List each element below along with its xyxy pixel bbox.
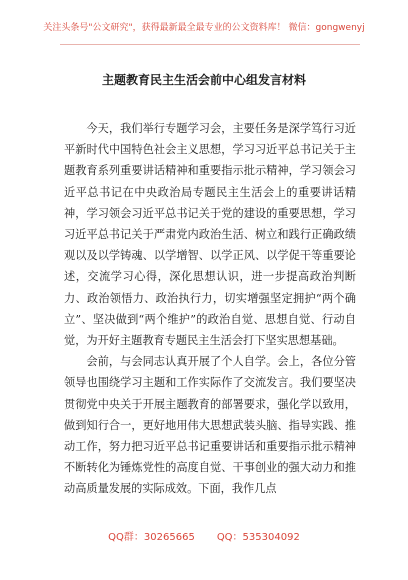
header-banner: 关注头条号"公文研究"，获得最新最全最专业的公文资料库！ 微信：gongwenyj (43, 23, 365, 33)
footer-qq-group: QQ群：30265665 (108, 532, 195, 543)
paragraph-1: 今天，我们举行专题学习会，主要任务是深学笃行习近平新时代中国特色社会主义思想，学习习近平总书记关于主题教育系列重要讲话精神和重要指示批示精神，学习领会习近平总书记在中央政治局专题民主生活会上的重要讲话精神，学习领会习近平总书记关于党的建设的重要思想，学习习近平总书记关于严肃党内政治生活、树立和践行正确政绩观以及以学铸魂、以学增智、以学正风、以学促干等重要论述，交流学习心得，深化思想认识，进一步提高政治判断力、政治领悟力、政治执行力，切实增强坚定拥护“两个确立”、坚决做到“两个维护”的政治自觉、思想自觉、行动自觉，为开好主题教育专题民主生活会打下坚实思想基础。 (64, 122, 356, 348)
paragraph-2: 会前，与会同志认真开展了个人自学。会上，各位分管领导也围绕学习主题和工作实际作了交流发言。我们要坚决贯彻党中央关于开展主题教育的部署要求，强化学以致用，做到知行合一，更好地用伟大思想武装头脑、指导实践、推动工作，努力把习近平总书记重要讲话和重要指示批示精神不断转化为锤炼党性的高度自觉、干事创业的强大动力和推动高质量发展的实际成效。下面，我作几点 (64, 355, 356, 496)
document-body (64, 118, 356, 500)
footer-contact (0, 531, 408, 544)
footer-qq: QQ：535304092 (216, 532, 300, 543)
header-divider (60, 44, 360, 45)
document-title: 主题教育民主生活会前中心组发言材料 (101, 73, 306, 87)
